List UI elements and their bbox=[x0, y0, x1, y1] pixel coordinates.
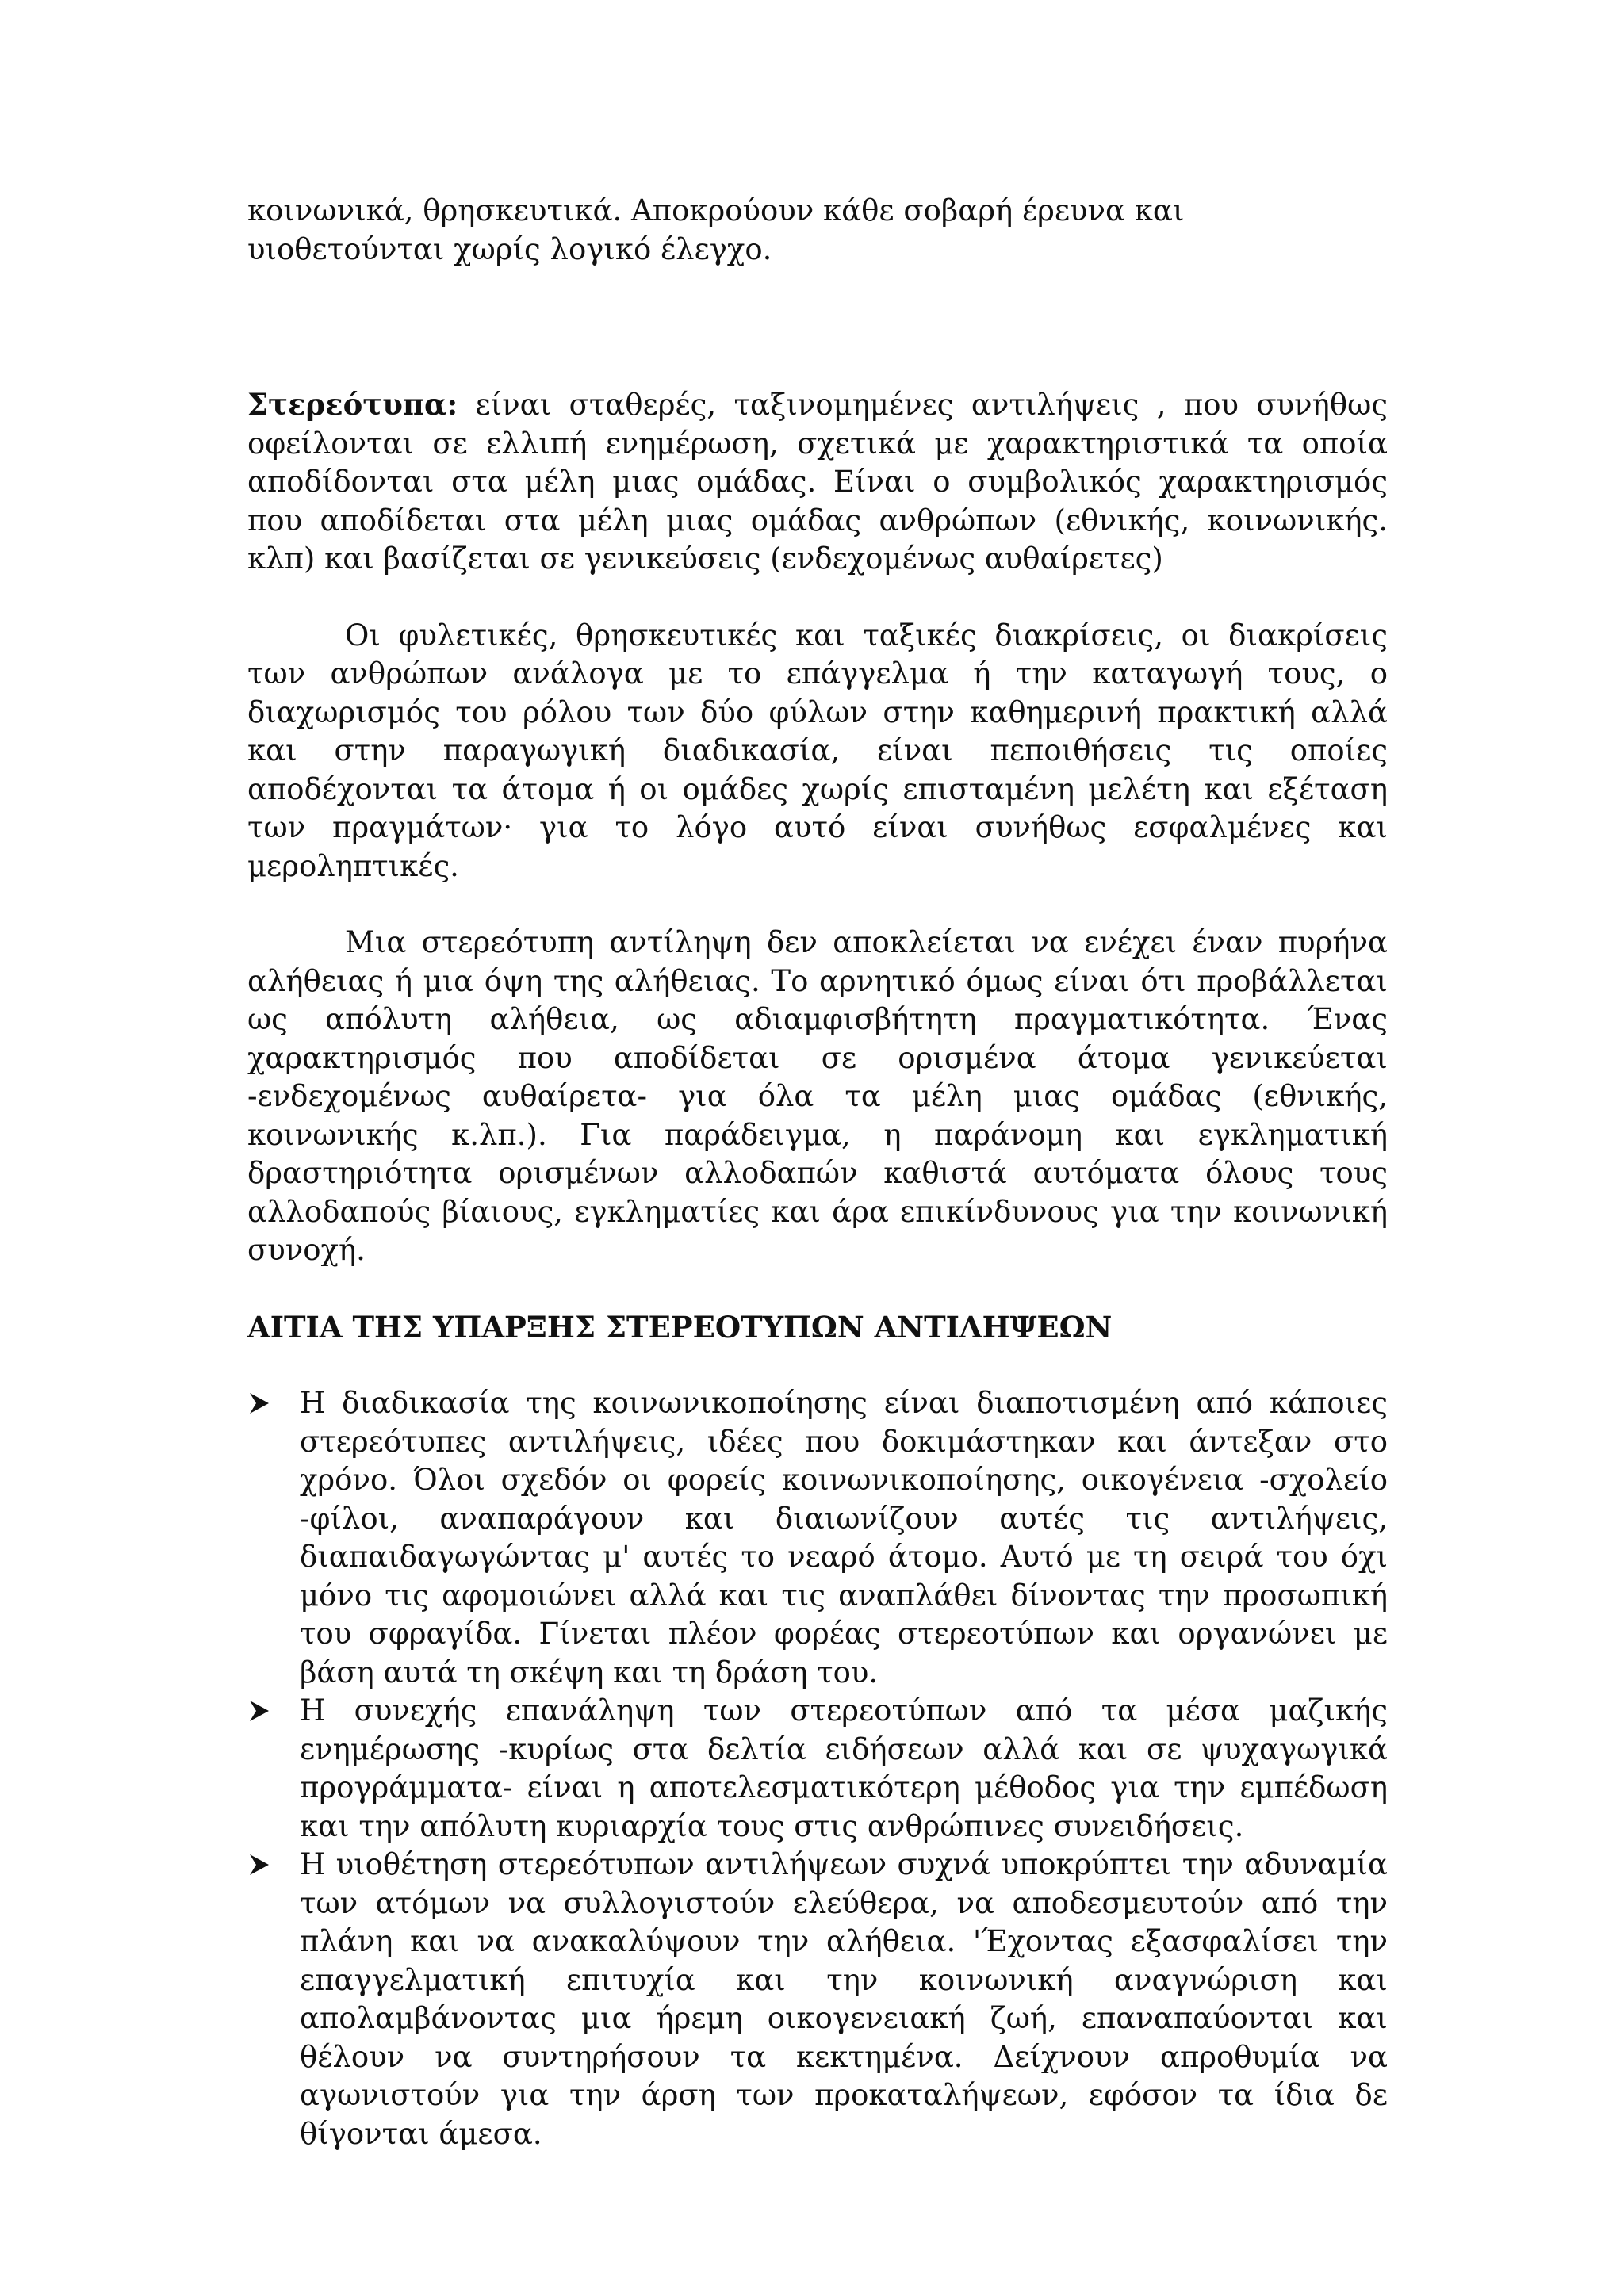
list-item-text: Η υιοθέτηση στερεότυπων αντιλήψεων συχνά υποκρύπτει την αδυναμία των ατόμων να συλλογιστούν ελεύθερα, να αποδεσμευτούν από την πλάνη και να ανακαλύψουν την αλήθεια. 'Έχοντας εξασφαλίσει την επαγγελματική επιτυχία και την κοινωνική αναγνώριση και απολαμβάνοντας μια ήρεμη οικογενειακή ζωή, επαναπαύονται και θέλουν να συντηρήσουν τα κεκτημένα. Δείχνουν απροθυμία να αγωνιστούν για την άρση των προκαταλήψεων, εφόσον τα ίδια δε θίγονται άμεσα. bbox=[300, 1847, 1388, 2151]
body-paragraph-1: Οι φυλετικές, θρησκευτικές και ταξικές διακρίσεις, οι διακρίσεις των ανθρώπων ανάλογα με το επάγγελμα ή την καταγωγή τους, ο διαχωρισμός του ρόλου των δύο φύλων στην καθημερινή πρακτική αλλά και στην παραγωγική διαδικασία, είναι πεποιθήσεις τις οποίες αποδέχονται τα άτομα ή οι ομάδες χωρίς επισταμένη μελέτη και εξέταση των πραγμάτων· για το λόγο αυτό είναι συνήθως εσφαλμένες και μεροληπτικές. bbox=[247, 618, 1388, 883]
spacer bbox=[247, 1270, 1388, 1308]
section-heading: ΑΙΤΙΑ ΤΗΣ ΥΠΑΡΞΗΣ ΣΤΕΡΕΟΤΥΠΩΝ ΑΝΤΙΛΗΨΕΩΝ bbox=[247, 1309, 1113, 1345]
body-paragraph-2: Μια στερεότυπη αντίληψη δεν αποκλείεται να ενέχει έναν πυρήνα αλήθειας ή μια όψη της αλήθειας. Το αρνητικό όμως είναι ότι προβάλλεται ως απόλυτη αλήθεια, ως αδιαμφισβήτητη πραγματικότητα. Ένας χαρακτηρισμός που αποδίδεται σε ορισμένα άτομα γενικεύεται -ενδεχομένως αυθαίρετα- για όλα τα μέλη μιας ομάδας (εθνικής, κοινωνικής κ.λπ.). Για παράδειγμα, η παράνομη και εγκληματική δραστηριότητα ορισμένων αλλοδαπών καθιστά αυτόματα όλους τους αλλοδαπούς βίαιους, εγκληματίες και άρα επικίνδυνους για την κοινωνική συνοχή. bbox=[247, 925, 1388, 1267]
spacer bbox=[247, 1346, 1388, 1384]
arrowhead-bullet-icon bbox=[247, 1853, 271, 1877]
definition-term: Στερεότυπα: bbox=[247, 387, 458, 422]
spacer bbox=[247, 269, 1388, 385]
intro-paragraph: κοινωνικά, θρησκευτικά. Αποκρούουν κάθε σοβαρή έρευνα και υιοθετούνται χωρίς λογικό έλεγχο. bbox=[247, 193, 1185, 266]
definition-paragraph bbox=[247, 385, 1388, 579]
causes-list bbox=[247, 1384, 1388, 2153]
list-item bbox=[247, 1846, 1388, 2153]
list-item bbox=[247, 1692, 1388, 1846]
spacer bbox=[247, 886, 1388, 924]
list-item bbox=[247, 1384, 1388, 1692]
list-item-text: Η συνεχής επανάληψη των στερεοτύπων από τα μέσα μαζικής ενημέρωσης -κυρίως στα δελτία ειδήσεων αλλά και σε ψυχαγωγικά προγράμματα- είναι η αποτελεσματικότερη μέθοδος για την εμπέδωση και την απόλυτη κυριαρχία τους στις ανθρώπινες συνειδήσεις. bbox=[300, 1693, 1388, 1843]
arrowhead-bullet-icon bbox=[247, 1699, 271, 1723]
list-item-text: Η διαδικασία της κοινωνικοποίησης είναι διαποτισμένη από κάποιες στερεότυπες αντιλήψεις, ιδέες που δοκιμάστηκαν και άντεξαν στο χρόνο. Όλοι σχεδόν οι φορείς κοινωνικοποίησης, οικογένεια -σχολείο -φίλοι, αναπαράγουν και διαιωνίζουν αυτές τις αντιλήψεις, διαπαιδαγωγώντας μ' αυτές το νεαρό άτομο. Αυτό με τη σειρά του όχι μόνο τις αφομοιώνει αλλά και τις αναπλάθει δίνοντας την προσωπική του σφραγίδα. Γίνεται πλέον φορέας στερεοτύπων και οργανώνει με βάση αυτά τη σκέψη και τη δράση του. bbox=[300, 1386, 1388, 1689]
definition-text: είναι σταθερές, ταξινομημένες αντιλήψεις , που συνήθως οφείλονται σε ελλιπή ενημέρωση, σχετικά με χαρακτηριστικά τα οποία αποδίδονται στα μέλη μιας ομάδας. Είναι ο συμβολικός χαρακτηρισμός που αποδίδεται στα μέλη μιας ομάδας ανθρώπων (εθνικής, κοινωνικής. κλπ) και βασίζεται σε γενικεύσεις (ενδεχομένως αυθαίρετες) bbox=[247, 388, 1388, 576]
document-body bbox=[247, 192, 1388, 2153]
spacer bbox=[247, 579, 1388, 617]
arrowhead-bullet-icon bbox=[247, 1391, 271, 1415]
